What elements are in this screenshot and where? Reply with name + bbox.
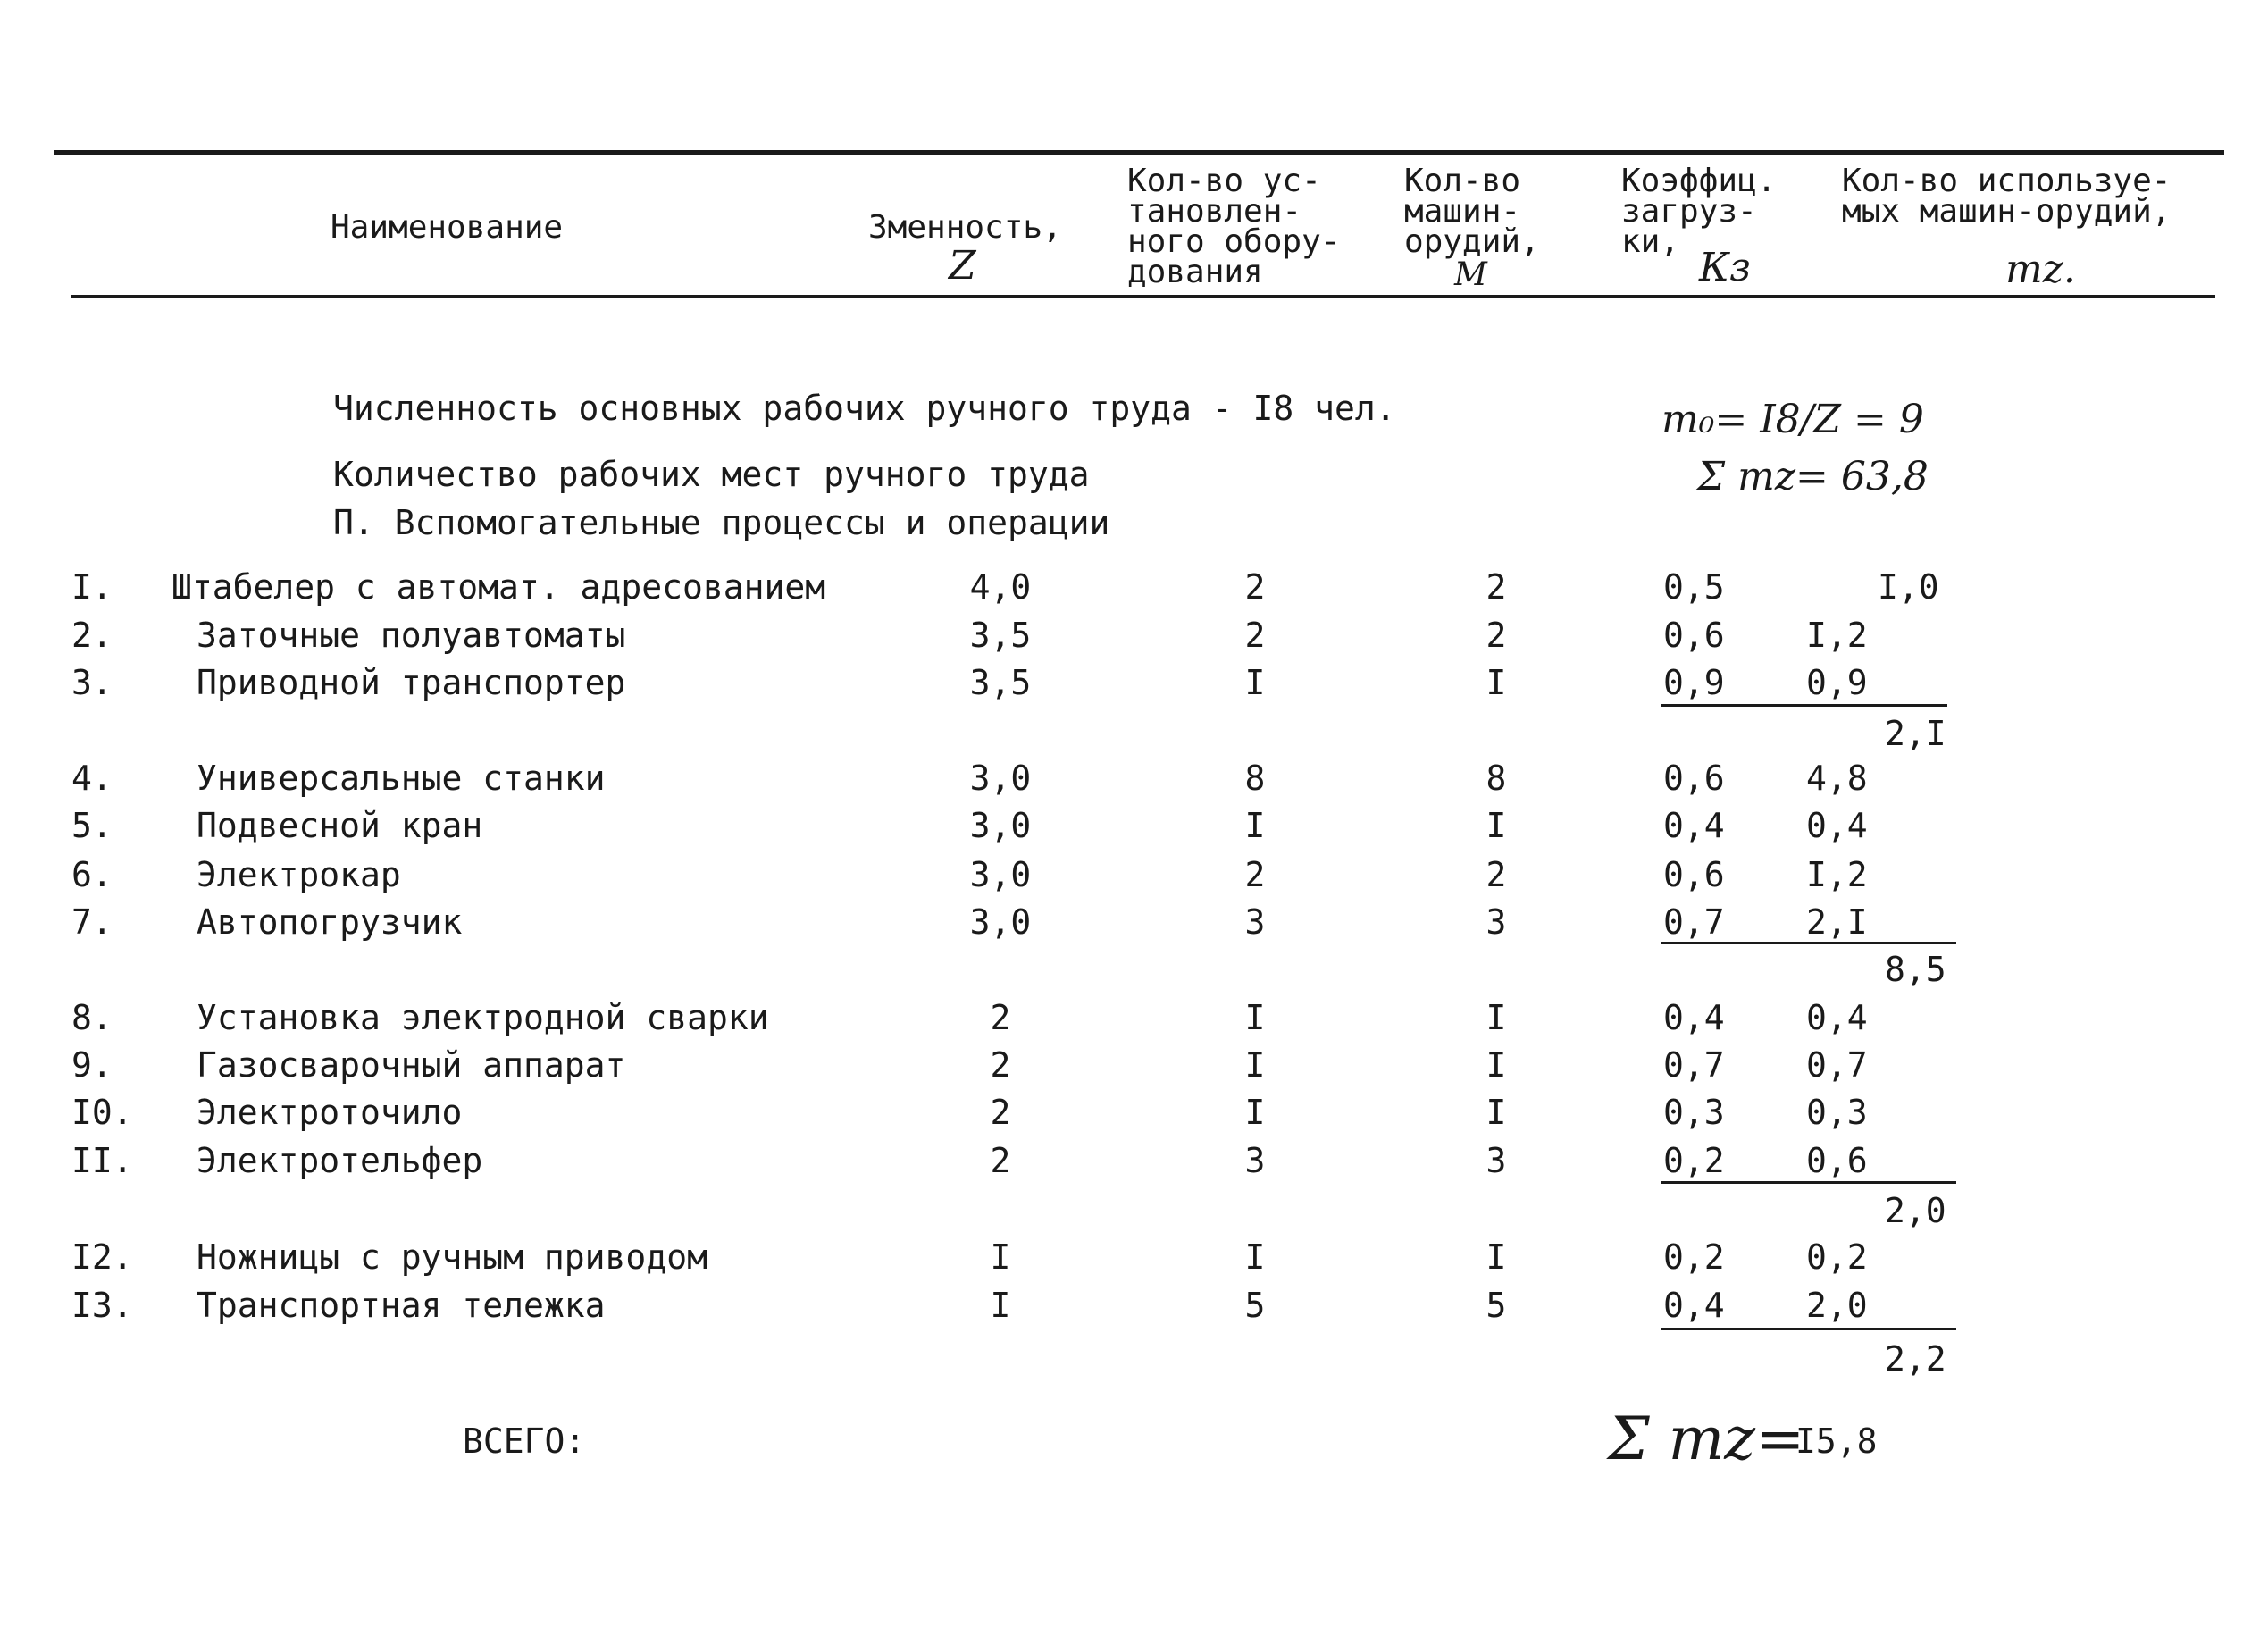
subtotal-line-4 xyxy=(1661,1328,1956,1330)
subtotal-value: 8,5 xyxy=(1885,950,1946,989)
row-used: 0,4 xyxy=(1806,806,1868,845)
section-heading: П. Вспомогательные процессы и операции xyxy=(333,503,1110,542)
row-installed: I xyxy=(1244,998,1266,1037)
row-coef: 0,9 xyxy=(1663,663,1725,702)
row-shift: I xyxy=(990,1286,1011,1325)
row-installed: 5 xyxy=(1244,1286,1266,1325)
header-coef: Коэффиц. загруз- ки, xyxy=(1621,163,1777,260)
row-shift: 2 xyxy=(990,998,1011,1037)
row-coef: 0,4 xyxy=(1663,806,1725,845)
row-shift: 3,0 xyxy=(969,806,1032,845)
row-name: Транспортная тележка xyxy=(197,1286,606,1325)
row-number: I3. xyxy=(71,1286,133,1325)
row-coef: 0,7 xyxy=(1663,902,1725,942)
row-name: Штабелер с автомат. адресованием xyxy=(172,567,826,607)
row-name: Электротельфер xyxy=(197,1141,483,1180)
row-installed: I xyxy=(1244,806,1266,845)
row-used: 2,0 xyxy=(1806,1286,1868,1325)
total-formula: Σ mz= xyxy=(1608,1404,1805,1473)
row-shift: 3,0 xyxy=(969,902,1032,942)
row-coef: 0,6 xyxy=(1663,855,1725,894)
row-number: 8. xyxy=(71,998,113,1037)
row-installed: I xyxy=(1244,1045,1266,1085)
row-installed: 2 xyxy=(1244,616,1266,655)
row-coef: 0,4 xyxy=(1663,1286,1725,1325)
row-used: 4,8 xyxy=(1806,759,1868,798)
subtotal-line-1 xyxy=(1661,704,1947,707)
row-machines: I xyxy=(1485,806,1507,845)
subtotal-value: 2,2 xyxy=(1885,1339,1946,1379)
header-used-symbol: mz. xyxy=(2005,247,2076,292)
row-coef: 0,5 xyxy=(1663,567,1725,607)
row-installed: 2 xyxy=(1244,567,1266,607)
row-installed: 3 xyxy=(1244,902,1266,942)
row-used: 0,2 xyxy=(1806,1237,1868,1277)
header-used: Кол-во используе- мых машин-орудий, xyxy=(1842,163,2172,230)
row-coef: 0,6 xyxy=(1663,616,1725,655)
row-installed: I xyxy=(1244,663,1266,702)
subtotal-value: 2,0 xyxy=(1885,1191,1946,1230)
header-shift-symbol: Z xyxy=(949,243,976,289)
row-coef: 0,4 xyxy=(1663,998,1725,1037)
row-machines: I xyxy=(1485,1093,1507,1132)
header-machines-symbol: М xyxy=(1454,256,1487,293)
row-used: 0,7 xyxy=(1806,1045,1868,1085)
row-machines: I xyxy=(1485,663,1507,702)
row-number: 3. xyxy=(71,663,113,702)
subtotal-value: 2,I xyxy=(1885,714,1946,753)
row-name: Электрокар xyxy=(197,855,401,894)
row-shift: 2 xyxy=(990,1141,1011,1180)
row-used: 0,9 xyxy=(1806,663,1868,702)
row-machines: 8 xyxy=(1485,759,1507,798)
row-shift: 3,5 xyxy=(969,663,1032,702)
row-machines: 3 xyxy=(1485,902,1507,942)
m0-formula: m₀= I8/Z = 9 xyxy=(1661,397,1924,442)
subtotal-line-2 xyxy=(1661,942,1956,944)
row-shift: 3,0 xyxy=(969,759,1032,798)
row-used: I,0 xyxy=(1878,567,1939,607)
row-machines: I xyxy=(1485,1237,1507,1277)
row-name: Подвесной кран xyxy=(197,806,483,845)
row-used: 0,3 xyxy=(1806,1093,1868,1132)
row-shift: I xyxy=(990,1237,1011,1277)
row-machines: 2 xyxy=(1485,616,1507,655)
row-number: 4. xyxy=(71,759,113,798)
row-used: 2,I xyxy=(1806,902,1868,942)
row-number: 7. xyxy=(71,902,113,942)
row-machines: 5 xyxy=(1485,1286,1507,1325)
total-value: I5,8 xyxy=(1795,1421,1878,1461)
sum-formula: Σ mz= 63,8 xyxy=(1697,454,1929,499)
workplaces-text: Количество рабочих мест ручного труда xyxy=(333,455,1090,494)
row-machines: 2 xyxy=(1485,567,1507,607)
row-name: Автопогрузчик xyxy=(197,902,463,942)
row-name: Универсальные станки xyxy=(197,759,606,798)
header-name: Наименование xyxy=(331,209,564,246)
row-number: 5. xyxy=(71,806,113,845)
row-used: I,2 xyxy=(1806,855,1868,894)
row-name: Газосварочный аппарат xyxy=(197,1045,626,1085)
row-number: I. xyxy=(71,567,113,607)
row-shift: 2 xyxy=(990,1045,1011,1085)
row-installed: 3 xyxy=(1244,1141,1266,1180)
row-installed: 2 xyxy=(1244,855,1266,894)
row-machines: 3 xyxy=(1485,1141,1507,1180)
row-name: Приводной транспортер xyxy=(197,663,626,702)
row-number: I2. xyxy=(71,1237,133,1277)
row-shift: 3,0 xyxy=(969,855,1032,894)
row-coef: 0,2 xyxy=(1663,1141,1725,1180)
row-used: 0,6 xyxy=(1806,1141,1868,1180)
row-shift: 4,0 xyxy=(969,567,1032,607)
row-used: I,2 xyxy=(1806,616,1868,655)
row-installed: 8 xyxy=(1244,759,1266,798)
row-coef: 0,6 xyxy=(1663,759,1725,798)
row-machines: 2 xyxy=(1485,855,1507,894)
row-installed: I xyxy=(1244,1237,1266,1277)
row-number: 6. xyxy=(71,855,113,894)
subtotal-line-3 xyxy=(1661,1181,1956,1184)
workers-count-text: Численность основных рабочих ручного труда - I8 чел. xyxy=(333,389,1396,428)
header-coef-symbol: Кз xyxy=(1699,245,1752,290)
table-top-rule xyxy=(54,150,2224,155)
row-name: Электроточило xyxy=(197,1093,463,1132)
row-shift: 2 xyxy=(990,1093,1011,1132)
row-coef: 0,7 xyxy=(1663,1045,1725,1085)
row-number: II. xyxy=(71,1141,133,1180)
row-number: 9. xyxy=(71,1045,113,1085)
row-shift: 3,5 xyxy=(969,616,1032,655)
row-coef: 0,2 xyxy=(1663,1237,1725,1277)
row-number: I0. xyxy=(71,1093,133,1132)
row-machines: I xyxy=(1485,1045,1507,1085)
header-bottom-rule xyxy=(71,295,2215,298)
row-installed: I xyxy=(1244,1093,1266,1132)
header-shift: Зменность, xyxy=(868,209,1062,246)
header-installed: Кол-во ус- тановлен- ного обору- дования xyxy=(1127,163,1341,290)
header-machines: Кол-во машин- орудий, xyxy=(1404,163,1540,260)
row-name: Установка электродной сварки xyxy=(197,998,769,1037)
row-used: 0,4 xyxy=(1806,998,1868,1037)
row-number: 2. xyxy=(71,616,113,655)
total-label: ВСЕГО: xyxy=(463,1421,586,1461)
row-name: Заточные полуавтоматы xyxy=(197,616,626,655)
row-name: Ножницы с ручным приводом xyxy=(197,1237,707,1277)
row-machines: I xyxy=(1485,998,1507,1037)
row-coef: 0,3 xyxy=(1663,1093,1725,1132)
